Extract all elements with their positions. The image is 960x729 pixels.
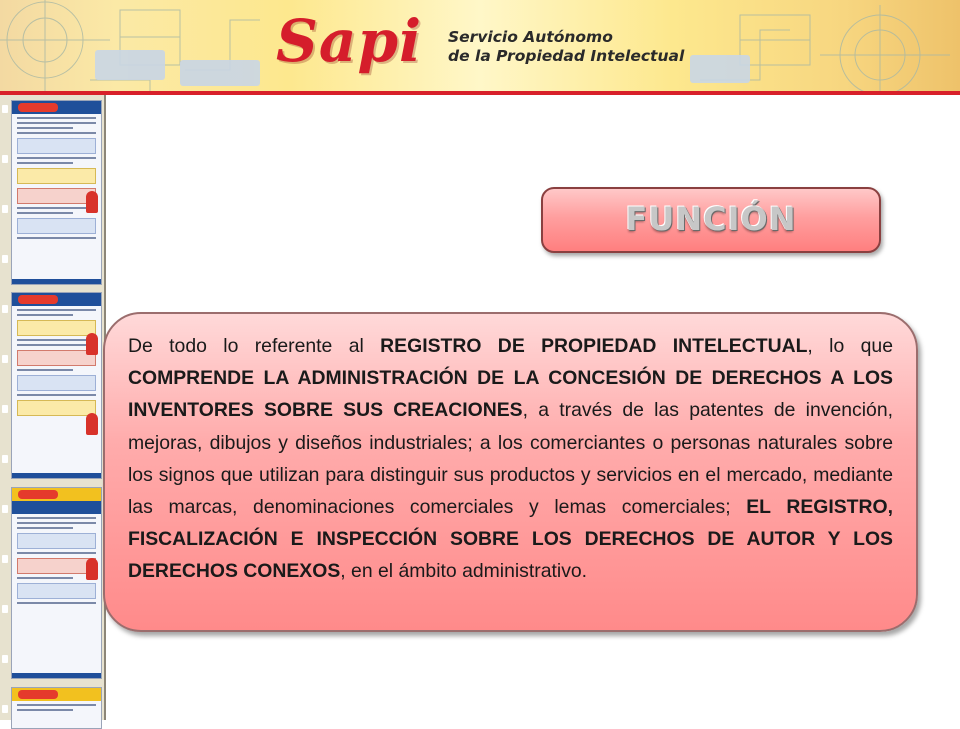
function-description-text [128,330,893,588]
thumbnail-strip [0,95,106,720]
brochure-thumbnail [11,100,102,285]
function-description-box [103,312,918,632]
organization-name [448,28,684,66]
film-perforation [2,255,8,263]
description-text-part3: , a través de las patentes de invención, mejoras, dibujos y diseños industriales; a los comerciantes o personas naturales sobre los signos que utilizan para distinguir sus productos y servicios en el mercado, mediante las marcas, denominaciones comerciales y lemas comerciales; [128,399,893,519]
header-banner [0,0,960,95]
film-perforation [2,455,8,463]
organization-name-line1: Servicio Autónomo [448,28,613,46]
film-perforation [2,505,8,513]
brochure-thumbnail [11,687,102,729]
film-perforation [2,205,8,213]
film-perforation [2,305,8,313]
film-perforation [2,405,8,413]
film-perforation [2,155,8,163]
logo-wordmark: Sapi [276,7,423,75]
film-perforation [2,705,8,713]
description-bold-registro: REGISTRO DE PROPIEDAD INTELECTUAL [380,335,808,357]
brochure-thumbnail [11,292,102,479]
brochure-thumbnail [11,487,102,679]
film-perforation [2,355,8,363]
description-bold-fiscalizacion: EL REGISTRO, FISCALIZACIÓN E INSPECCIÓN SOBRE LOS DERECHOS DE AUTOR Y LOS DERECHOS CONEXOS [128,496,893,583]
description-text-part2: , lo que [807,335,893,357]
organization-name-line2: de la Propiedad Intelectual [448,47,685,65]
banner-divider [0,91,960,95]
film-perforation [2,605,8,613]
film-perforation [2,555,8,563]
description-text-part1: De todo lo referente al [128,335,381,357]
film-perforation [2,105,8,113]
film-perforation [2,655,8,663]
funcion-heading [541,187,881,253]
funcion-heading-label: FUNCIÓN [625,200,797,238]
description-bold-comprende: COMPRENDE LA ADMINISTRACIÓN DE LA CONCESIÓN DE DERECHOS A LOS INVENTORES SOBRE SUS CREACIONES [128,367,893,422]
description-text-part4: , en el ámbito administrativo. [340,560,588,583]
